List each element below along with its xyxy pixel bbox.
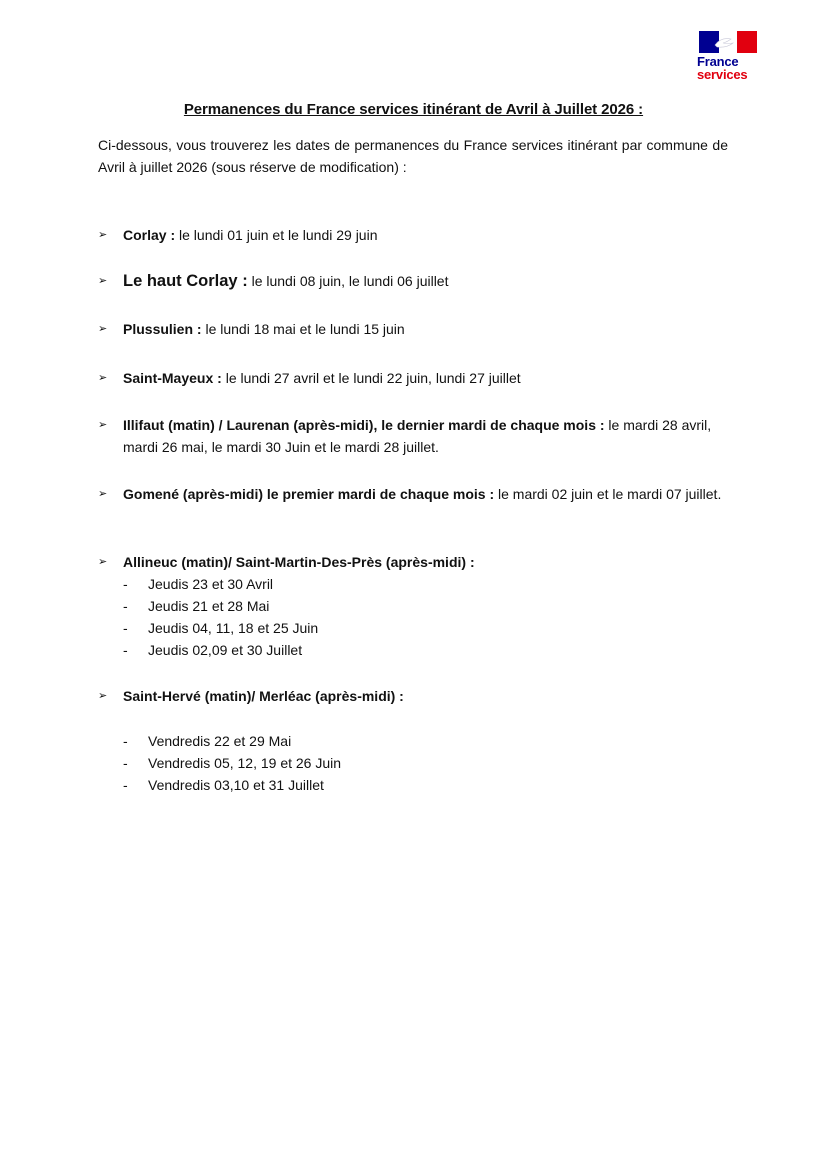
commune-dates: le mardi 02 juin et le mardi 07 juillet. (494, 486, 722, 502)
list-item (98, 224, 728, 246)
date-text: Vendredis 03,10 et 31 Juillet (148, 777, 324, 793)
logo-line-1: France (697, 54, 739, 69)
dash-bullet: - (123, 598, 128, 614)
dash-bullet: - (123, 620, 128, 636)
commune-dates: le lundi 08 juin, le lundi 06 juillet (247, 273, 449, 289)
commune-name: Allineuc (matin)/ Saint-Martin-Des-Près (après-midi) : (123, 554, 475, 570)
intro-paragraph: Ci-dessous, vous trouverez les dates de permanences du France services itinérant par commune de Avril à juillet 2026 (sous réserve de modification) : (98, 137, 728, 175)
commune-name: Saint-Hervé (matin)/ Merléac (après-midi) : (123, 688, 404, 704)
date-text: Jeudis 23 et 30 Avril (148, 576, 274, 592)
arrow-bullet-icon: ➢ (98, 690, 108, 702)
date-line (123, 573, 273, 595)
dash-bullet: - (123, 733, 128, 749)
dash-bullet: - (123, 576, 128, 592)
commune-dates: le mardi 28 avril, mardi 26 mai, le mardi 30 Juin et le mardi 28 juillet. (123, 417, 712, 455)
commune-dates: le lundi 18 mai et le lundi 15 juin (201, 321, 405, 337)
arrow-bullet-icon: ➢ (98, 229, 108, 241)
logo-line-2: services (697, 67, 748, 82)
list-item (98, 483, 728, 505)
list-item (98, 685, 728, 707)
list-item (98, 551, 728, 573)
arrow-bullet-icon: ➢ (98, 372, 108, 384)
arrow-bullet-icon: ➢ (98, 488, 108, 500)
commune-name: Corlay : (123, 227, 176, 243)
date-text: Jeudis 04, 11, 18 et 25 Juin (148, 620, 319, 636)
date-text: Jeudis 21 et 28 Mai (148, 598, 270, 614)
arrow-bullet-icon: ➢ (98, 323, 108, 335)
list-item (98, 318, 728, 340)
flag-icon (699, 31, 757, 53)
commune-dates: le lundi 27 avril et le lundi 22 juin, lundi 27 juillet (221, 370, 521, 386)
list-item (98, 367, 728, 389)
date-line (123, 752, 341, 774)
marianne-icon (713, 35, 735, 49)
commune-name: Saint-Mayeux : (123, 370, 222, 386)
dash-bullet: - (123, 777, 128, 793)
date-line (123, 730, 291, 752)
commune-dates: le lundi 01 juin et le lundi 29 juin (175, 227, 378, 243)
date-line (123, 595, 269, 617)
arrow-bullet-icon: ➢ (98, 419, 108, 431)
date-text: Jeudis 02,09 et 30 Juillet (148, 642, 303, 658)
arrow-bullet-icon: ➢ (98, 275, 108, 287)
commune-name: Gomené (après-midi) le premier mardi de chaque mois : (123, 486, 495, 502)
dash-bullet: - (123, 642, 128, 658)
france-services-logo (697, 31, 759, 87)
date-line (123, 639, 302, 661)
commune-name: Le haut Corlay : (123, 272, 248, 290)
arrow-bullet-icon: ➢ (98, 556, 108, 568)
list-item (98, 414, 728, 458)
date-line (123, 774, 324, 796)
list-item (98, 270, 728, 292)
date-text: Vendredis 05, 12, 19 et 26 Juin (148, 755, 342, 771)
date-line (123, 617, 318, 639)
date-text: Vendredis 22 et 29 Mai (148, 733, 292, 749)
logo-wordmark (697, 55, 761, 81)
commune-name: Illifaut (matin) / Laurenan (après-midi), le dernier mardi de chaque mois : (123, 417, 605, 433)
dash-bullet: - (123, 755, 128, 771)
page-title: Permanences du France services itinérant de Avril à Juillet 2026 : (183, 101, 644, 118)
commune-name: Plussulien : (123, 321, 202, 337)
